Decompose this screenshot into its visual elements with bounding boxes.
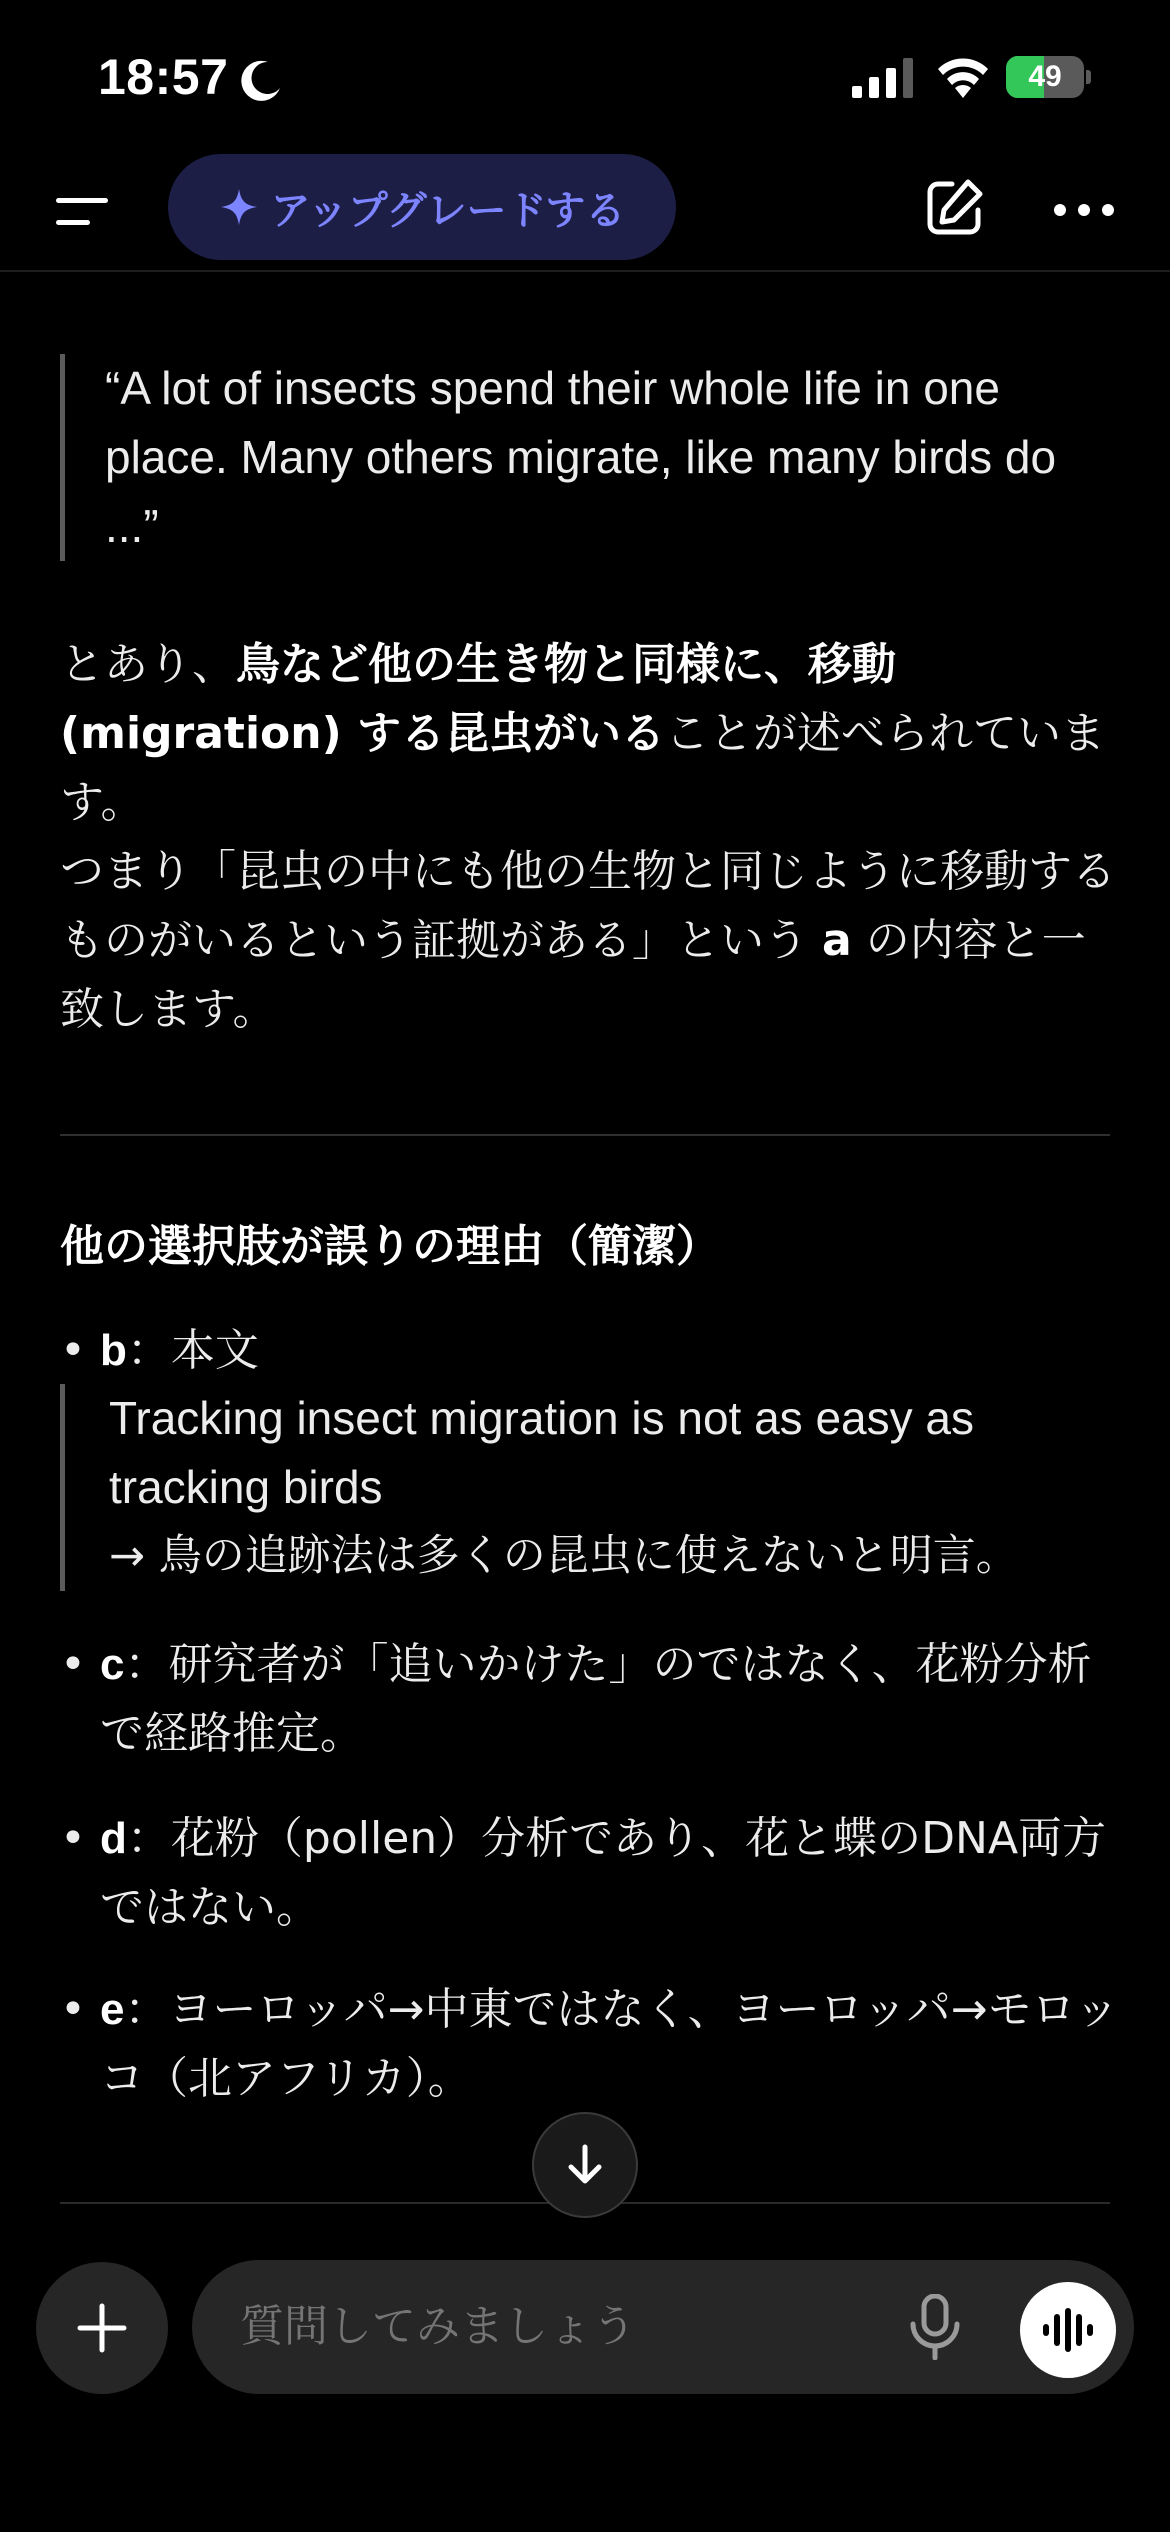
top-bar [0, 150, 1170, 272]
bullet-dot: • [60, 1639, 86, 1690]
option-key: b [100, 1326, 127, 1375]
battery-charging-icon [1006, 56, 1090, 98]
divider [60, 1134, 1110, 1136]
upgrade-button[interactable] [168, 154, 676, 260]
message-content [0, 272, 1170, 2202]
para-text: の内容と一致します。 [60, 915, 1086, 1035]
menu-icon[interactable] [56, 190, 112, 234]
para-text: ことが述べられています。 [60, 708, 1106, 828]
bullet-dot: • [60, 1813, 86, 1864]
plus-icon [76, 2302, 128, 2354]
explanation-paragraph [60, 630, 1120, 1044]
status-time: 18:57 [98, 49, 229, 105]
mic-icon[interactable] [904, 2294, 966, 2360]
voice-waveform-icon [1041, 2308, 1095, 2352]
message-input[interactable] [240, 2260, 840, 2394]
para-text: つまり「昆虫の中にも他の生物と同じように移動するものがいるという証拠がある」という [60, 846, 1116, 966]
option-key: d [100, 1814, 127, 1863]
edit-icon[interactable] [922, 176, 986, 240]
more-icon[interactable] [1052, 190, 1116, 230]
section-title: 他の選択肢が誤りの理由（簡潔） [60, 1221, 720, 1272]
option-key: e [100, 1985, 125, 2034]
scroll-down-button[interactable] [532, 2112, 638, 2218]
para-text: とあり、 [60, 639, 236, 690]
quote-note: → 鳥の追跡法は多くの昆虫に使えないと明言。 [109, 1531, 1019, 1581]
wifi-icon [935, 54, 991, 98]
para-bold: a [822, 915, 852, 966]
moon-icon [238, 58, 284, 104]
status-bar [0, 0, 1170, 150]
add-attachment-button[interactable] [36, 2262, 168, 2394]
option-text: ：ヨーロッパ→中東ではなく、ヨーロッパ→モロッコ（北アフリカ）。 [100, 1984, 1119, 2104]
option-text: ：花粉（pollen）分析であり、花と蝶のDNA両方ではない。 [100, 1813, 1107, 1933]
quote-text: Tracking insect migration is not as easy as tracking birds [109, 1392, 974, 1513]
voice-mode-button[interactable] [1020, 2282, 1116, 2378]
upgrade-label: アップグレードする [270, 187, 626, 234]
battery-percent: 49 [1028, 60, 1062, 93]
sparkle-icon [219, 187, 259, 227]
para-bold: 鳥など他の生き物と同様に、移動 (migration) する昆虫がいる [60, 639, 896, 759]
quote-block: “A lot of insects spend their whole life in one place. Many others migrate, like many birds do ...” [60, 354, 1110, 561]
composer [192, 2260, 1134, 2394]
option-text: ：研究者が「追いかけた」のではなく、花粉分析で経路推定。 [100, 1639, 1092, 1759]
arrow-down-icon [561, 2141, 609, 2189]
option-key: c [100, 1640, 125, 1689]
option-text: ：本文 [126, 1325, 259, 1376]
bullet-dot: • [60, 1325, 86, 1376]
quote-block [60, 1384, 1120, 1591]
signal-icon [852, 58, 914, 98]
bullet-dot: • [60, 1984, 86, 2035]
